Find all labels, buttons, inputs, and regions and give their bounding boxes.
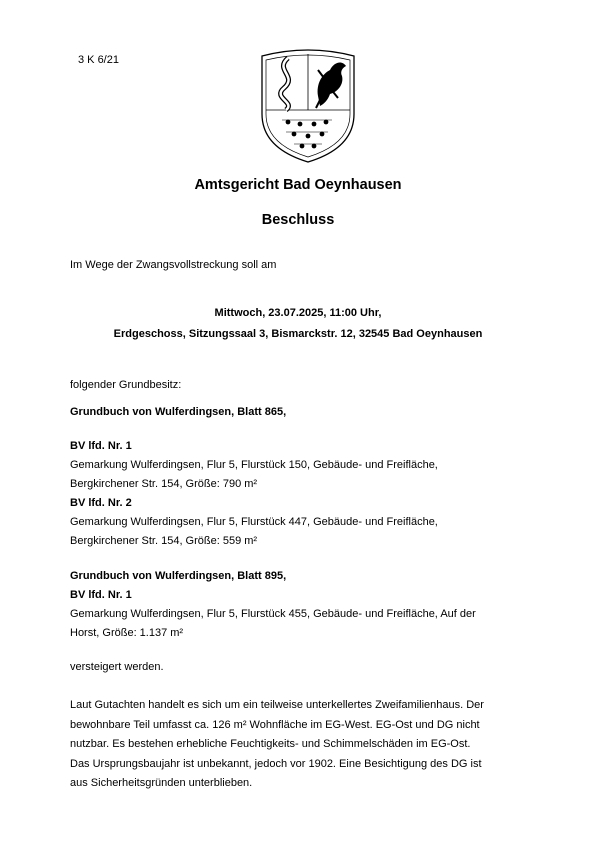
entry-label: BV lfd. Nr. 1 <box>70 589 132 601</box>
entry-description: Bergkirchener Str. 154, Größe: 559 m² <box>70 535 258 547</box>
entry-label: BV lfd. Nr. 2 <box>70 497 132 509</box>
register-entries <box>70 437 540 551</box>
entry-description: Bergkirchener Str. 154, Größe: 790 m² <box>70 478 258 490</box>
court-name: Amtsgericht Bad Oeynhausen <box>194 177 402 193</box>
register-title: Grundbuch von Wulferdingsen, Blatt 895, <box>70 570 287 582</box>
entry-label: BV lfd. Nr. 1 <box>70 440 132 452</box>
assessment-line: nutzbar. Es bestehen erhebliche Feuchtigkeits- und Schimmelschäden im EG-Ost. <box>70 738 471 750</box>
assessment-line: Laut Gutachten handelt es sich um ein teilweise unterkellertes Zweifamilienhaus. Der <box>70 699 484 711</box>
coat-of-arms-icon <box>258 48 358 166</box>
property-lead: folgender Grundbesitz: <box>70 379 182 391</box>
entry-description: Gemarkung Wulferdingsen, Flur 5, Flurstück 455, Gebäude- und Freifläche, Auf der <box>70 608 476 620</box>
document-title: Beschluss <box>261 212 335 228</box>
case-number: 3 K 6/21 <box>78 54 119 66</box>
intro-text: Im Wege der Zwangsvollstreckung soll am <box>70 259 277 271</box>
register-block <box>70 567 540 643</box>
assessment-paragraph <box>70 696 530 794</box>
assessment-line: bewohnbare Teil umfasst ca. 126 m² Wohnfläche im EG-West. EG-Ost und DG nicht <box>70 718 480 731</box>
appointment-date-time: Mittwoch, 23.07.2025, 11:00 Uhr, <box>214 307 382 319</box>
appointment-location: Erdgeschoss, Sitzungssaal 3, Bismarckstr. 12, 32545 Bad Oeynhausen <box>113 328 483 340</box>
closing-text: versteigert werden. <box>70 661 164 673</box>
assessment-line: aus Sicherheitsgründen unterblieben. <box>70 777 253 789</box>
register-title: Grundbuch von Wulferdingsen, Blatt 865, <box>70 406 287 418</box>
entry-description: Gemarkung Wulferdingsen, Flur 5, Flurstück 150, Gebäude- und Freifläche, <box>70 459 438 471</box>
entry-description: Gemarkung Wulferdingsen, Flur 5, Flurstück 447, Gebäude- und Freifläche, <box>70 516 438 528</box>
assessment-line: Das Ursprungsbaujahr ist unbekannt, jedoch vor 1902. Eine Besichtigung des DG ist <box>70 757 482 770</box>
entry-description: Horst, Größe: 1.137 m² <box>70 627 184 639</box>
